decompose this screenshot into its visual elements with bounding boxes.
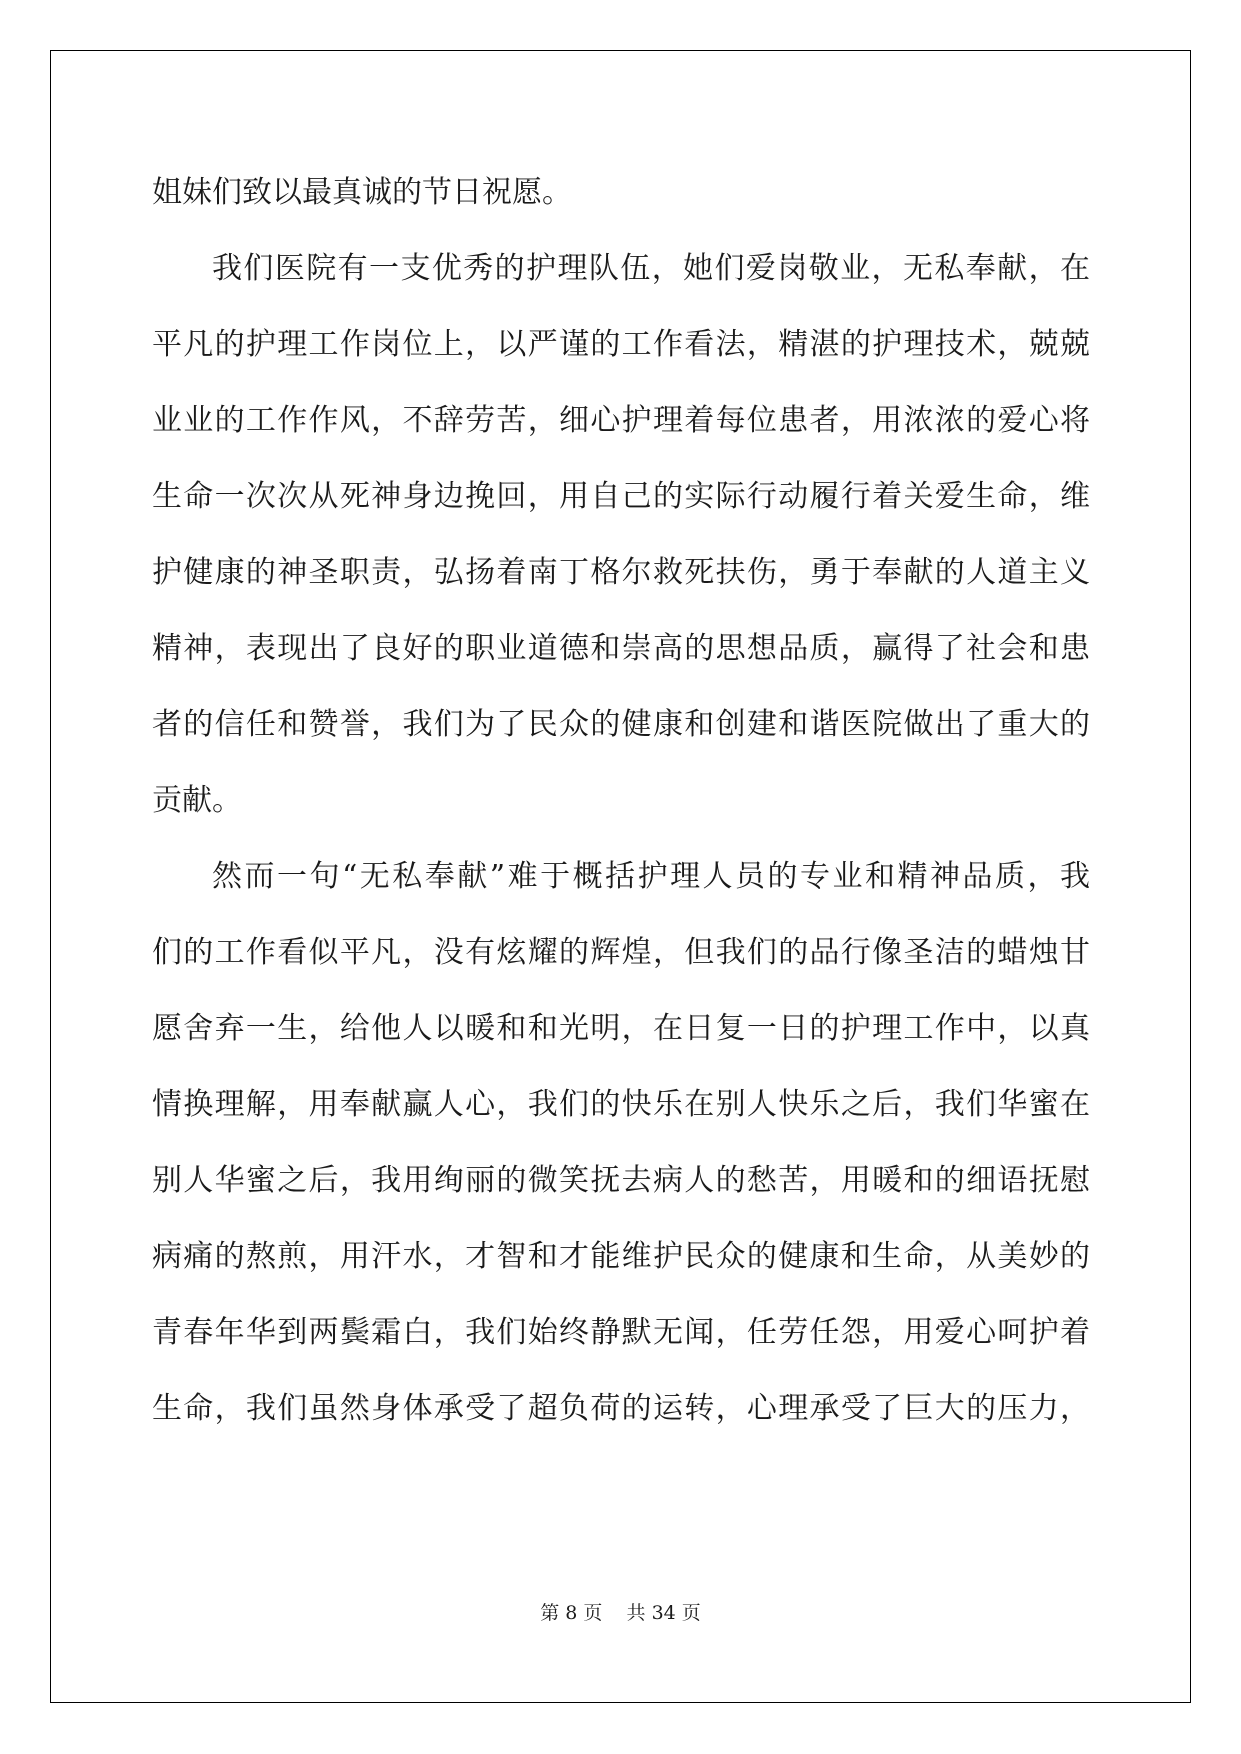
document-body <box>152 155 1090 1447</box>
text-line: 姐妹们致以最真诚的节日祝愿。 <box>152 175 572 210</box>
text-line: 生命，我们虽然身体承受了超负荷的运转，心理承受了巨大的压力， <box>152 1391 1090 1426</box>
text-line: 业业的工作作风，不辞劳苦，细心护理着每位患者，用浓浓的爱心将 <box>152 403 1090 438</box>
text-line: 平凡的护理工作岗位上，以严谨的工作看法，精湛的护理技术，兢兢 <box>152 327 1090 362</box>
text-line: 然而一句“无私奉献”难于概括护理人员的专业和精神品质，我 <box>212 859 1090 894</box>
text-line: 我们医院有一支优秀的护理队伍，她们爱岗敬业，无私奉献，在 <box>212 251 1090 286</box>
text-line: 别人华蜜之后，我用绚丽的微笑抚去病人的愁苦，用暖和的细语抚慰 <box>152 1163 1090 1198</box>
text-line: 者的信任和赞誉，我们为了民众的健康和创建和谐医院做出了重大的 <box>152 707 1090 742</box>
text-line: 生命一次次从死神身边挽回，用自己的实际行动履行着关爱生命，维 <box>152 479 1090 514</box>
text-line: 护健康的神圣职责，弘扬着南丁格尔救死扶伤，勇于奉献的人道主义 <box>152 555 1090 590</box>
page-total: 共 34 页 <box>626 1602 701 1624</box>
text-line: 们的工作看似平凡，没有炫耀的辉煌，但我们的品行像圣洁的蜡烛甘 <box>152 935 1090 970</box>
text-line: 情换理解，用奉献赢人心，我们的快乐在别人快乐之后，我们华蜜在 <box>152 1087 1090 1122</box>
text-line: 精神，表现出了良好的职业道德和崇高的思想品质，赢得了社会和患 <box>152 631 1090 666</box>
page-footer <box>0 1598 1241 1625</box>
text-line: 病痛的熬煎，用汗水，才智和才能维护民众的健康和生命，从美妙的 <box>152 1239 1090 1274</box>
page-number: 第 8 页 <box>540 1602 603 1624</box>
text-line: 贡献。 <box>152 783 242 818</box>
text-line: 青春年华到两鬓霜白，我们始终静默无闻，任劳任怨，用爱心呵护着 <box>152 1315 1090 1350</box>
text-line: 愿舍弃一生，给他人以暖和和光明，在日复一日的护理工作中，以真 <box>152 1011 1090 1046</box>
